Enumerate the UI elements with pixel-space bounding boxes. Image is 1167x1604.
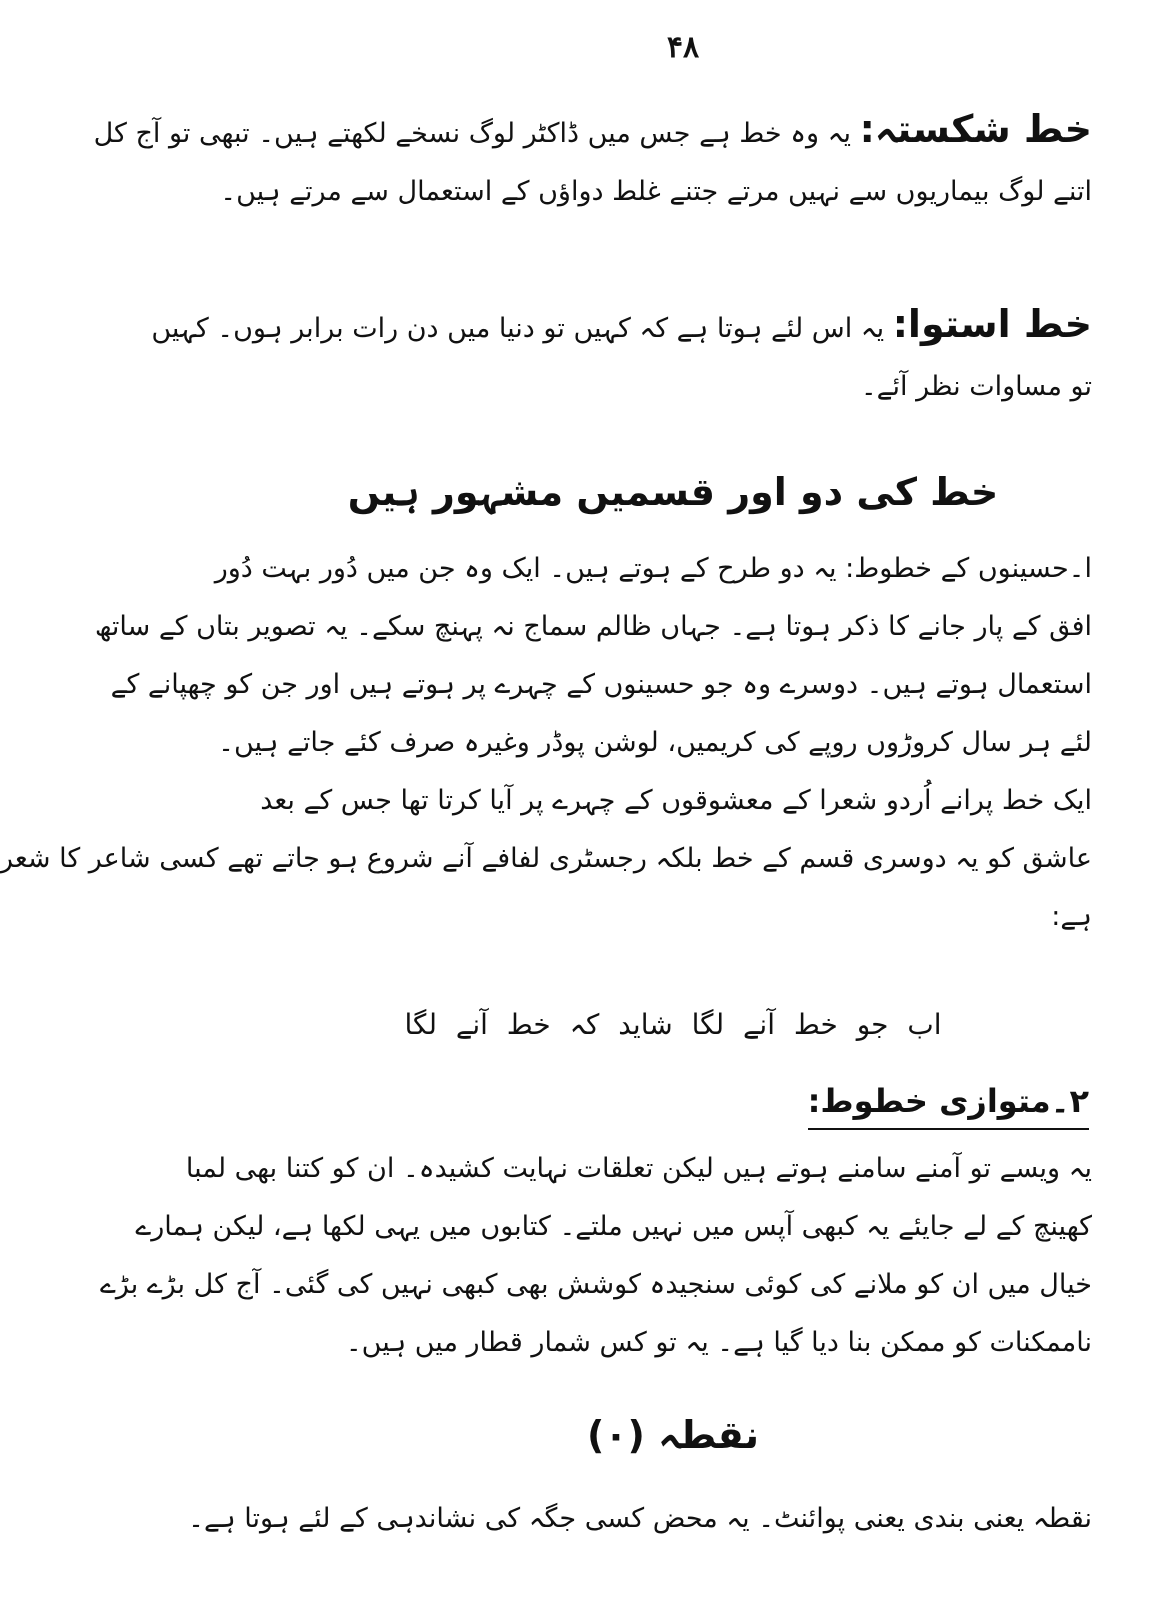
paragraph-line: ہے: (1051, 901, 1092, 932)
paragraph-nuqta (188, 1490, 1092, 1548)
paragraph-line: لئے ہر سال کروڑوں روپے کی کریمیں، لوشن پوڈر وغیرہ صرف کئے جاتے ہیں۔ (218, 727, 1092, 758)
paragraph-haseenon-ke-khutoot (0, 540, 1092, 946)
poetry-verse: اب جو خط آنے لگا شاید کہ خط آنے لگا (404, 1008, 942, 1041)
paragraph-line (151, 295, 1092, 358)
line-text: یہ اس لئے ہوتا ہے کہ کہیں تو دنیا میں دن رات برابر ہوں۔ کہیں (151, 313, 885, 344)
line-text: یہ وہ خط ہے جس میں ڈاکٹر لوگ نسخے لکھتے ہیں۔ تبھی تو آج کل (93, 118, 851, 149)
paragraph-line: نقطہ یعنی بندی یعنی پوائنٹ۔ یہ محض کسی جگہ کی نشاندہی کے لئے ہوتا ہے۔ (188, 1503, 1092, 1534)
paragraph-line: اتنے لوگ بیماریوں سے نہیں مرتے جتنے غلط دواؤں کے استعمال سے مرتے ہیں۔ (220, 176, 1092, 207)
paragraph-line: افق کے پار جانے کا ذکر ہوتا ہے۔ جہاں ظالم سماج نہ پہنچ سکے۔ یہ تصویر بتاں کے ساتھ (94, 611, 1092, 642)
paragraph-line: ایک خط پرانے اُردو شعرا کے معشوقوں کے چہرے پر آیا کرتا تھا جس کے بعد (260, 785, 1092, 816)
term-khat-shikasta: خط شکستہ: (859, 107, 1092, 151)
subheading-mutawazi-khutoot: ۲۔متوازی خطوط: (808, 1076, 1089, 1130)
paragraph-line: ناممکنات کو ممکن بنا دیا گیا ہے۔ یہ تو کس شمار قطار میں ہیں۔ (345, 1327, 1092, 1358)
heading-nuqta: نقطہ (۰) (586, 1413, 760, 1457)
paragraph-line: استعمال ہوتے ہیں۔ دوسرے وہ جو حسینوں کے چہرے پر ہوتے ہیں اور جن کو چھپانے کے (110, 669, 1092, 700)
paragraph-mutawazi-khutoot (100, 1140, 1092, 1372)
paragraph-khat-istawa (151, 295, 1092, 416)
paragraph-line: عاشق کو یہ دوسری قسم کے خط بلکہ رجسٹری لفافے آنے شروع ہو جاتے تھے کسی شاعر کا شعر (0, 843, 1092, 874)
paragraph-line: خیال میں ان کو ملانے کی کوئی سنجیدہ کوشش بھی کبھی نہیں کی گئی۔ آج کل بڑے بڑے (100, 1269, 1092, 1300)
paragraph-line: یہ ویسے تو آمنے سامنے ہوتے ہیں لیکن تعلقات نہایت کشیدہ۔ ان کو کتنا بھی لمبا (185, 1153, 1092, 1184)
paragraph-line: ا۔حسینوں کے خطوط: یہ دو طرح کے ہوتے ہیں۔ ایک وہ جن میں دُور بہت دُور (214, 553, 1092, 584)
term-khat-istawa: خط استوا: (892, 302, 1092, 346)
page-number: ۴۸ (666, 30, 700, 65)
paragraph-line (93, 100, 1092, 163)
section-heading: خط کی دو اور قسمیں مشہور ہیں (347, 470, 999, 514)
paragraph-khat-shikasta (93, 100, 1092, 221)
paragraph-line: تو مساوات نظر آئے۔ (860, 371, 1092, 402)
paragraph-line: کھینچ کے لے جایئے یہ کبھی آپس میں نہیں ملتے۔ کتابوں میں یہی لکھا ہے، لیکن ہمارے (135, 1211, 1092, 1242)
